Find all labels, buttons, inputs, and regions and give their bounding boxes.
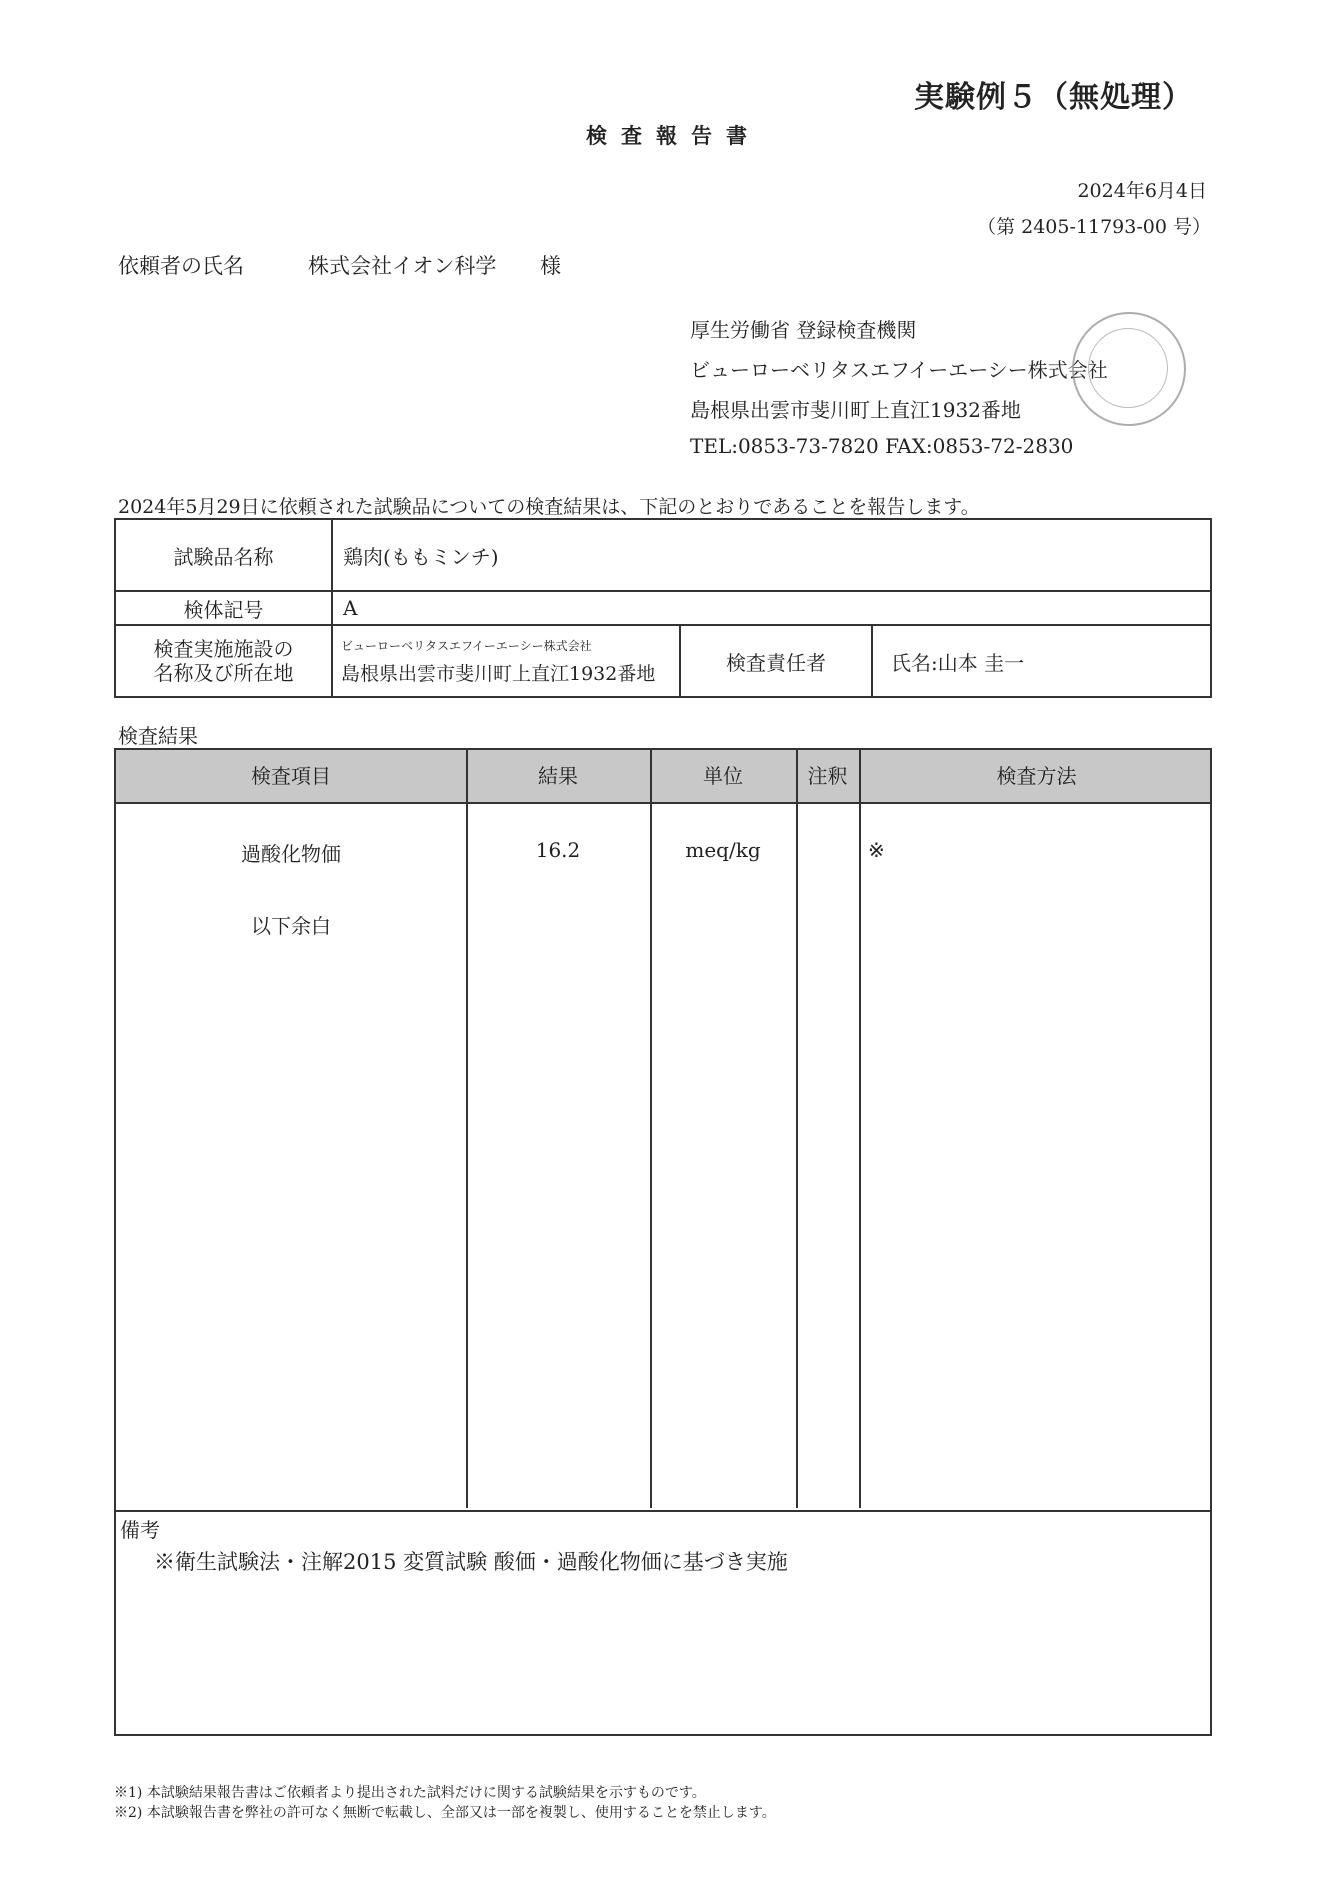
facility-cell [332, 625, 680, 697]
results-section-label: 検査結果 [118, 724, 198, 748]
org-line-2: ビューローベリタスエフイーエーシー株式会社 [690, 358, 1108, 382]
facility-label [115, 625, 332, 697]
result-method: ※ [868, 838, 885, 862]
sample-name-label: 試験品名称 [115, 519, 332, 591]
end-note: 以下余白 [251, 914, 331, 938]
client-label: 依頼者の氏名 [118, 254, 244, 278]
facility-label-line2: 名称及び所在地 [153, 661, 294, 685]
experiment-title: 実験例５（無処理） [914, 80, 1193, 115]
facility-label-line1: 検査実施施設の [153, 637, 294, 661]
org-line-1: 厚生労働省 登録検査機関 [690, 318, 917, 342]
responsible-name: 氏名:山本 圭一 [872, 625, 1211, 697]
result-value: 16.2 [535, 838, 581, 862]
document-title: 検査報告書 [586, 124, 761, 148]
column-divider [859, 750, 861, 1508]
org-line-3: 島根県出雲市斐川町上直江1932番地 [690, 398, 1021, 422]
result-unit: meq/kg [685, 838, 761, 862]
header-result: 結果 [538, 764, 578, 788]
remarks-divider [116, 1510, 1210, 1512]
header-test-item: 検査項目 [251, 764, 331, 788]
client-name: 株式会社イオン科学 [308, 254, 497, 278]
responsible-label: 検査責任者 [680, 625, 872, 697]
sample-info-table [114, 518, 1212, 698]
result-item: 過酸化物価 [241, 842, 341, 866]
column-divider [466, 750, 468, 1508]
sample-id-label: 検体記号 [115, 591, 332, 625]
column-divider [796, 750, 798, 1508]
facility-address: 島根県出雲市斐川町上直江1932番地 [341, 663, 656, 685]
header-method: 検査方法 [996, 764, 1077, 788]
sample-name: 鶏肉(ももミンチ) [332, 519, 1211, 591]
document-number: （第 2405-11793-00 号） [977, 216, 1211, 238]
sample-id: A [332, 591, 1211, 625]
company-seal [1072, 312, 1186, 426]
remarks-text: ※衛生試験法・注解2015 変質試験 酸価・過酸化物価に基づき実施 [154, 1550, 788, 1574]
column-divider [650, 750, 652, 1508]
header-note: 注釈 [807, 764, 848, 788]
intro-text: 2024年5月29日に依頼された試験品についての検査結果は、下記のとおりであることを報告します。 [118, 496, 980, 518]
results-table [114, 748, 1212, 1736]
remarks-label: 備考 [120, 1518, 160, 1542]
footnote-2: ※2) 本試験報告書を弊社の許可なく無断で転載し、全部又は一部を複製し、使用することを禁止します。 [114, 1805, 776, 1821]
facility-name: ビューローベリタスエフイーエーシー株式会社 [341, 639, 592, 653]
report-date: 2024年6月4日 [1077, 180, 1207, 202]
org-line-4: TEL:0853-73-7820 FAX:0853-72-2830 [690, 434, 1074, 458]
footnote-1: ※1) 本試験結果報告書はご依頼者より提出された試料だけに関する試験結果を示すものです。 [114, 1785, 706, 1801]
client-honorific: 様 [540, 254, 561, 278]
header-unit: 単位 [703, 764, 743, 788]
